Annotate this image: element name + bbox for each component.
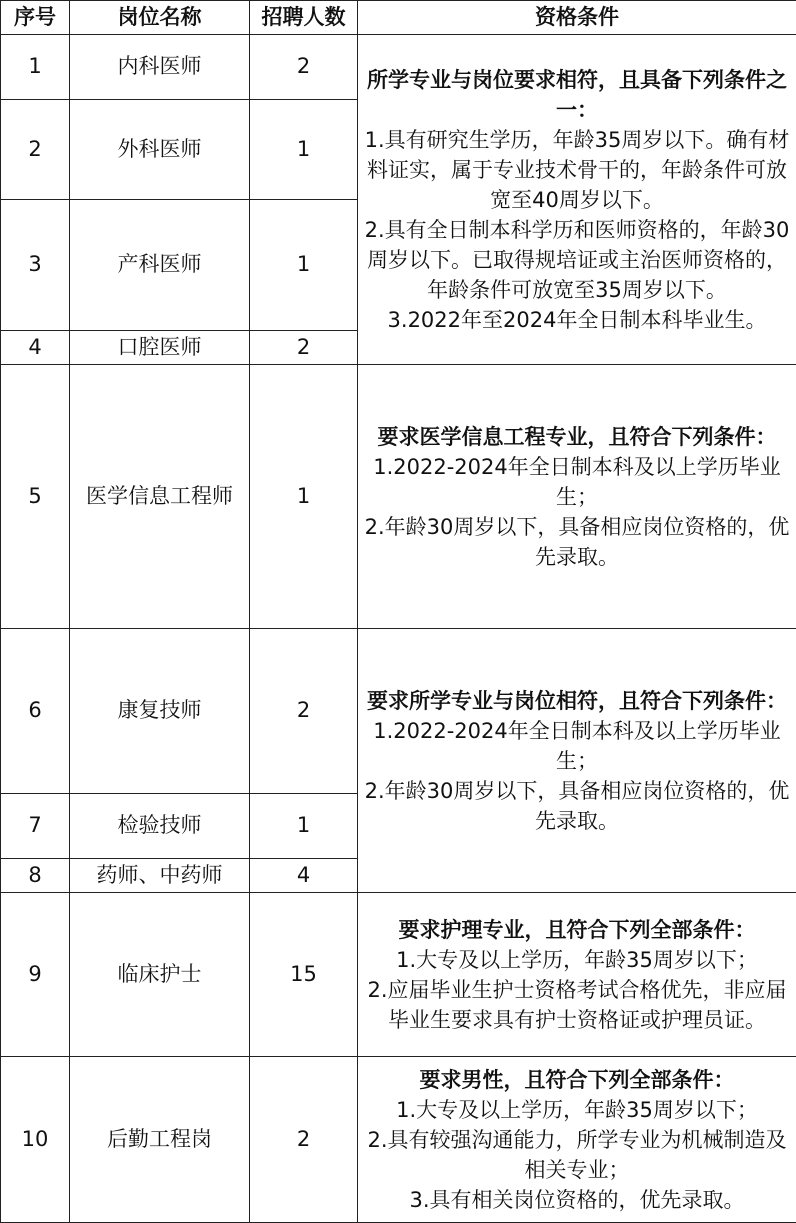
requirements-item: 1.2022-2024年全日制本科及以上学历毕业生； bbox=[362, 716, 792, 776]
table-row bbox=[1, 365, 796, 629]
requirements-item: 2.具有全日制本科学历和医师资格的，年龄30周岁以下。已取得规培证或主治医师资格的，年龄条件可放宽至35周岁以下。 bbox=[362, 215, 792, 305]
header-count: 招聘人数 bbox=[250, 1, 358, 35]
requirements-cell bbox=[358, 893, 796, 1057]
requirements-item: 1.2022-2024年全日制本科及以上学历毕业生； bbox=[362, 452, 792, 512]
seq-cell: 3 bbox=[1, 200, 70, 331]
requirements-cell bbox=[358, 365, 796, 629]
position-cell: 内科医师 bbox=[70, 35, 250, 100]
seq-cell: 5 bbox=[1, 365, 70, 629]
requirements-heading: 要求所学专业与岗位相符，且符合下列条件： bbox=[362, 686, 792, 716]
count-cell: 2 bbox=[250, 1057, 358, 1223]
position-cell: 产科医师 bbox=[70, 200, 250, 331]
requirements-item: 2.年龄30周岁以下，具备相应岗位资格的，优先录取。 bbox=[362, 512, 792, 572]
table-row bbox=[1, 893, 796, 1057]
position-cell: 药师、中药师 bbox=[70, 859, 250, 893]
count-cell: 1 bbox=[250, 794, 358, 859]
table-row bbox=[1, 629, 796, 794]
requirements-item: 2.具有较强沟通能力，所学专业为机械制造及相关专业； bbox=[362, 1125, 792, 1185]
seq-cell: 8 bbox=[1, 859, 70, 893]
header-requirements: 资格条件 bbox=[358, 1, 796, 35]
position-cell: 康复技师 bbox=[70, 629, 250, 794]
position-cell: 口腔医师 bbox=[70, 331, 250, 365]
position-cell: 后勤工程岗 bbox=[70, 1057, 250, 1223]
count-cell: 1 bbox=[250, 100, 358, 200]
requirements-cell bbox=[358, 629, 796, 893]
count-cell: 15 bbox=[250, 893, 358, 1057]
count-cell: 2 bbox=[250, 331, 358, 365]
position-cell: 医学信息工程师 bbox=[70, 365, 250, 629]
position-cell: 临床护士 bbox=[70, 893, 250, 1057]
requirements-item: 1.大专及以上学历，年龄35周岁以下； bbox=[362, 945, 792, 975]
count-cell: 1 bbox=[250, 200, 358, 331]
count-cell: 4 bbox=[250, 859, 358, 893]
header-seq: 序号 bbox=[1, 1, 70, 35]
requirements-heading: 所学专业与岗位要求相符，且具备下列条件之一： bbox=[362, 65, 792, 125]
requirements-heading: 要求护理专业，且符合下列全部条件： bbox=[362, 915, 792, 945]
count-cell: 2 bbox=[250, 35, 358, 100]
seq-cell: 6 bbox=[1, 629, 70, 794]
requirements-cell bbox=[358, 1057, 796, 1223]
requirements-item: 3.2022年至2024年全日制本科毕业生。 bbox=[362, 305, 792, 335]
table-row bbox=[1, 35, 796, 100]
seq-cell: 1 bbox=[1, 35, 70, 100]
header-row bbox=[1, 1, 796, 35]
requirements-cell bbox=[358, 35, 796, 365]
seq-cell: 2 bbox=[1, 100, 70, 200]
seq-cell: 7 bbox=[1, 794, 70, 859]
requirements-heading: 要求医学信息工程专业，且符合下列条件： bbox=[362, 422, 792, 452]
position-cell: 外科医师 bbox=[70, 100, 250, 200]
seq-cell: 9 bbox=[1, 893, 70, 1057]
requirements-item: 2.年龄30周岁以下，具备相应岗位资格的，优先录取。 bbox=[362, 776, 792, 836]
seq-cell: 10 bbox=[1, 1057, 70, 1223]
requirements-item: 3.具有相关岗位资格的，优先录取。 bbox=[362, 1185, 792, 1215]
seq-cell: 4 bbox=[1, 331, 70, 365]
position-cell: 检验技师 bbox=[70, 794, 250, 859]
count-cell: 2 bbox=[250, 629, 358, 794]
requirements-item: 2.应届毕业生护士资格考试合格优先，非应届毕业生要求具有护士资格证或护理员证。 bbox=[362, 975, 792, 1035]
requirements-item: 1.具有研究生学历，年龄35周岁以下。确有材料证实，属于专业技术骨干的，年龄条件可放宽至40周岁以下。 bbox=[362, 125, 792, 215]
requirements-item: 1.大专及以上学历，年龄35周岁以下； bbox=[362, 1095, 792, 1125]
header-position: 岗位名称 bbox=[70, 1, 250, 35]
count-cell: 1 bbox=[250, 365, 358, 629]
requirements-heading: 要求男性，且符合下列全部条件： bbox=[362, 1065, 792, 1095]
table-row bbox=[1, 1057, 796, 1223]
